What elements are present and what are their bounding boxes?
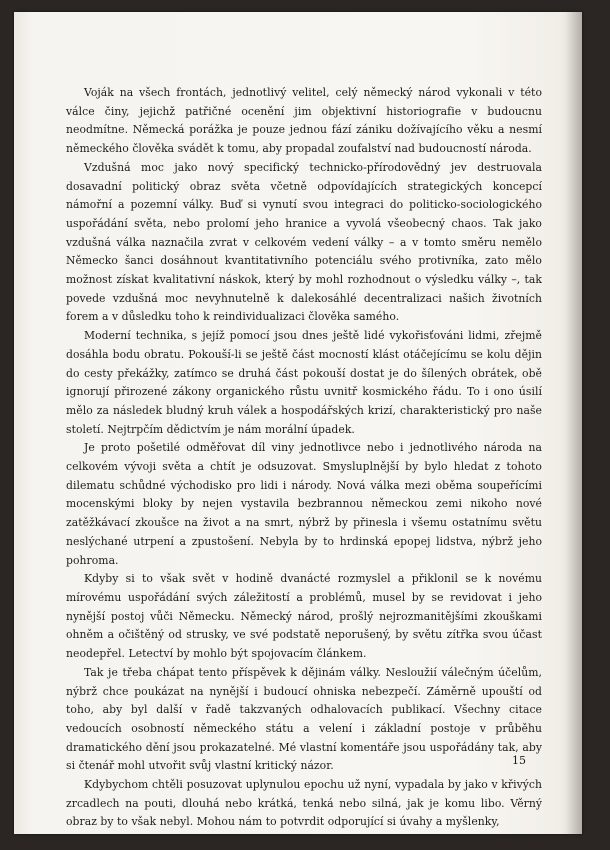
- page-number: 15: [512, 754, 526, 767]
- page-spine-shadow: [566, 12, 582, 834]
- book-page: [14, 12, 582, 834]
- body-text: [66, 84, 542, 832]
- paragraph: Kdyby si to však svět v hodině dvanácté rozmyslel a přiklonil se k novému mírovému uspořádání svých záležitostí a problémů, musel by se revidovat i jeho nynější postoj vůči Německu. Německý národ, prošlý nejrozmanitějšími zkouškami ohněm a očištěný od strusky, ve své podstatě neporušený, by světu zítřka svou účast neodepřel. Letectví by mohlo být spojovacím článkem.: [66, 572, 542, 661]
- paragraph: Moderní technika, s jejíž pomocí jsou dnes ještě lidé vykořisťováni lidmi, zřejmě dosáhla bodu obratu. Pokouší-li se ještě část mocností klást otáčejícímu se kolu dějin do cesty překážky, zatímco se druhá část pokouší dostat je do šílených obrátek, obě ignorují přirozené zákony organického růstu uvnitř kosmického řádu. To i ono úsilí mělo za následek bludný kruh válek a hospodářských krizí, charakteristický pro naše století. Nejtrpčím dědictvím je nám morální úpadek.: [66, 329, 542, 436]
- paragraph: Kdybychom chtěli posuzovat uplynulou epochu už nyní, vypadala by jako v křivých zrcadlech na pouti, dlouhá nebo krátká, tenká nebo silná, jak je komu libo. Věrný obraz by to však nebyl. Mohou nám to potvrdit odporující si úvahy a myšlenky,: [66, 778, 542, 829]
- paragraph: Vzdušná moc jako nový specifický technicko-přírodovědný jev destruovala dosavadní politický obraz světa včetně odpovídajících strategických koncepcí námořní a pozemní války. Buď si vynutí svou integraci do politicko-sociologického uspořádání světa, nebo prolomí jeho hranice a vyvolá všeobecný chaos. Tak jako vzdušná válka naznačila zvrat v celkovém vedení války – a v tomto směru nemělo Německo šanci dosáhnout kvantitativního potenciálu svého protivníka, zato mělo možnost získat kvalitativní náskok, který by mohl rozhodnout o výsledku války –, tak povede vzdušná moc nevyhnutelně k dalekosáhlé decentralizaci našich životních forem a v důsledku toho k reindividualizaci člověka samého.: [66, 160, 542, 324]
- paragraph: Je proto pošetilé odměřovat díl viny jednotlivce nebo i jednotlivého národa na celkovém vývoji světa a chtít je odsuzovat. Smysluplnější by bylo hledat z tohoto dilematu schůdné východisko pro lidi i národy. Nová válka mezi oběma soupeřícími mocenskými bloky by nejen vystavila bezbrannou německou zemi nikoho nové zatěžkávací zkoušce na život a na smrt, nýbrž by přinesla i všemu ostatnímu světu neslýchané utrpení a zpustošení. Nebyla by to hrdinská epopej lidstva, nýbrž jeho pohroma.: [66, 441, 542, 567]
- paragraph: Voják na všech frontách, jednotlivý velitel, celý německý národ vykonali v této válce činy, jejichž patřičné ocenění jim objektivní historiografie v budoucnu neodmítne. Německá porážka je pouze jednou fází zániku dožívajícího věku a nesmí německého člověka svádět k tomu, aby propadal zoufalství nad budoucností národa.: [66, 86, 542, 156]
- paragraph: Tak je třeba chápat tento příspěvek k dějinám války. Nesloužií válečným účelům, nýbrž chce poukázat na nynější i budoucí ohniska nebezpečí. Záměrně upouští od toho, aby byl další v řadě takzvaných odhalovacích publikací. Všechny citace vedoucích osobností německého státu a velení i základní postoje v průběhu dramatického dění jsou prokazatelné. Mé vlastní komentáře jsou uspořádány tak, aby si čtenář mohl utvořit svůj vlastní kritický názor.: [66, 665, 542, 773]
